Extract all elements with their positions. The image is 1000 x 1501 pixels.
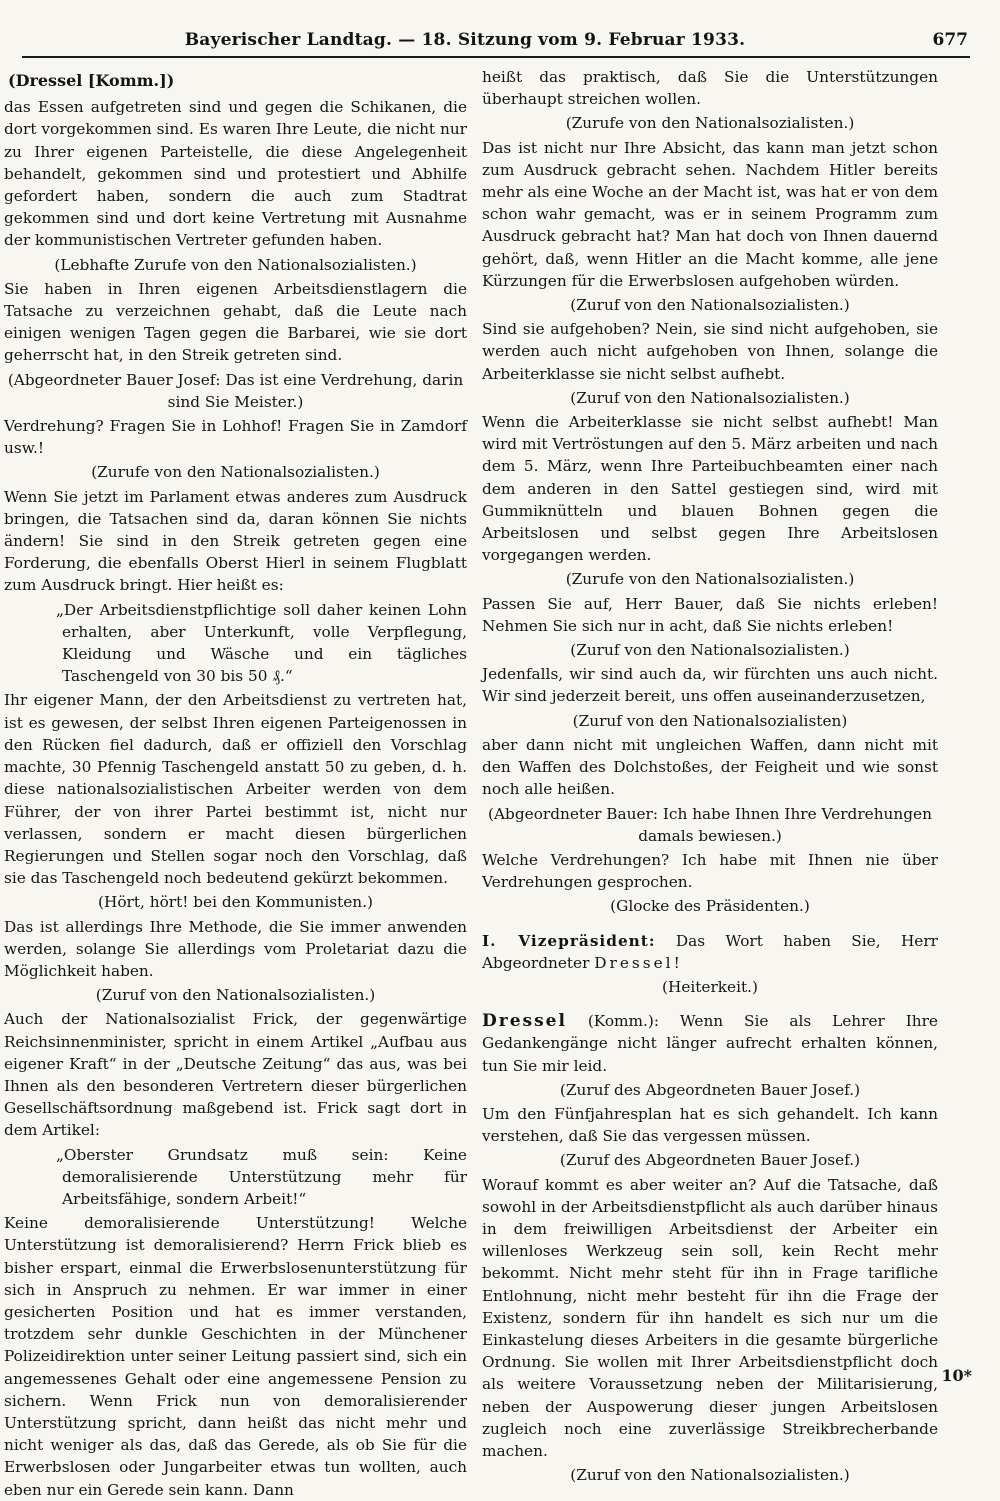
page-header	[22, 28, 968, 54]
right-column	[482, 66, 938, 1488]
running-title: Bayerischer Landtag. — 18. Sitzung vom 9. Februar 1933.	[184, 30, 746, 50]
speaker-name: Dressel	[482, 1011, 567, 1032]
interjection: (Zuruf des Abgeordneten Bauer Josef.)	[559, 1080, 861, 1099]
interjection: (Zurufe von den Nationalsozialisten.)	[565, 114, 855, 133]
paragraph: Wenn die Arbeiterklasse sie nicht selbst aufhebt! Man wird mit Vertröstungen auf den 5. März arbeiten und nach dem 5. März, wenn Ihre Parteibuchbeamten einer nach dem anderen in den Sattel gestiegen sind, wird mit Gummiknütteln und blauen Bohnen gegen die Arbeitslosen und selbst gegen Ihre Arbeitslosen vorgegangen werden.	[482, 413, 938, 565]
interjection: (Glocke des Präsidenten.)	[610, 897, 810, 916]
interjection: (Abgeordneter Bauer: Ich habe Ihnen Ihre Verdrehungen damals bewiesen.)	[488, 804, 932, 845]
interjection: (Lebhafte Zurufe von den Nationalsozialisten.)	[54, 255, 417, 274]
speaker-statement	[482, 1010, 938, 1077]
interjection: (Zuruf von den Nationalsozialisten.)	[570, 1466, 850, 1485]
paragraph: Verdrehung? Fragen Sie in Lohhof! Fragen Sie in Zamdorf usw.!	[4, 417, 467, 458]
speaker-heading: (Dressel [Komm.])	[8, 71, 175, 90]
paragraph: Das ist nicht nur Ihre Absicht, das kann man jetzt schon zum Ausdruck gebracht sehen. Nachdem Hitler bereits mehr als eine Woche an der Macht ist, was hat er von dem schon wahr gemacht, was er in seinem Programm zum Ausdruck gebracht hat? Man hat doch von Ihnen dauernd gehört, daß, wenn Hitler an die Macht komme, alle jene Kürzungen für die Erwerbslosen aufgehoben würden.	[482, 138, 938, 290]
paragraph: Jedenfalls, wir sind auch da, wir fürchten uns auch nicht. Wir sind jederzeit bereit, uns offen auseinanderzusetzen,	[482, 665, 938, 706]
quotation: „Oberster Grundsatz muß sein: Keine demoralisierende Unterstützung mehr für Arbeitsfähige, sondern Arbeit!“	[56, 1145, 467, 1208]
paragraph: Sie haben in Ihren eigenen Arbeitsdienstlagern die Tatsache zu verzeichnen gehabt, daß die Leute nach einigen wenigen Tagen gegen die Barbarei, wie sie dort geherrscht hat, in den Streik getreten sind.	[4, 279, 467, 365]
interjection: (Hört, hört! bei den Kommunisten.)	[98, 893, 373, 912]
paragraph: Auch der Nationalsozialist Frick, der gegenwärtige Reichsinnenminister, spricht in einem Artikel „Aufbau aus eigener Kraft“ in der „Deutsche Zeitung“ das aus, was bei Ihnen als den besonderen Vertretern dieser bürgerlichen Gesellschäftsordnung maßgebend ist. Frick sagt dort in dem Artikel:	[4, 1010, 467, 1140]
interjection: (Heiterkeit.)	[662, 977, 758, 996]
interjection: (Zuruf von den Nationalsozialisten.)	[95, 986, 376, 1005]
speaker-name-spaced: Dressel!	[594, 953, 683, 972]
interjection: (Zurufe von den Nationalsozialisten.)	[91, 463, 380, 482]
paragraph: Um den Fünfjahresplan hat es sich gehandelt. Ich kann verstehen, daß Sie das vergessen müssen.	[482, 1104, 938, 1146]
paragraph: das Essen aufgetreten sind und gegen die Schikanen, die dort vorgekommen sind. Es waren Ihre Leute, die nicht nur zu Ihrer eigenen Parteistelle, die diese Angelegenheit behandelt, gekommen sind und protestiert und Abhilfe gefordert haben, sondern die auch zum Stadtrat gekommen sind und dort keine Vertretung mit Ausnahme der kommunistischen Vertreter gefunden haben.	[4, 98, 467, 250]
paragraph: aber dann nicht mit ungleichen Waffen, dann nicht mit den Waffen des Dolchstoßes, der Feigheit und wie sonst noch alle heißen.	[482, 735, 938, 799]
interjection: (Zuruf von den Nationalsozialisten.)	[570, 388, 850, 407]
paragraph: Worauf kommt es aber weiter an? Auf die Tatsache, daß sowohl in der Arbeitsdienstpflicht als auch darüber hinaus in dem freiwilligen Arbeitsdienst der Arbeiter ein willenloses Werkzeug sein soll, kein Recht mehr bekommt. Nicht mehr steht für ihn in Frage tarifliche Entlohnung, nicht mehr besteht für ihn die Frage der Existenz, sondern für ihn handelt es sich nur um die Einkastelung dieses Arbeiters in die gesamte bürgerliche Ordnung. Sie wollen mit Ihrer Arbeitsdienstpflicht doch als weitere Voraussetzung neben der Militarisierung, neben der Auspowerung dieser jungen Arbeitslosen zugleich noch eine zuverlässige Streikbrecherbande machen.	[482, 1175, 938, 1460]
speaker-text: Wenn Sie als Lehrer Ihre Gedankengänge nicht länger aufrecht erhalten können, tun Sie mir leid.	[482, 1012, 938, 1075]
spacer	[482, 920, 938, 930]
interjection: (Abgeordneter Bauer Josef: Das ist eine Verdrehung, darin sind Sie Meister.)	[7, 370, 464, 411]
interjection: (Zuruf des Abgeordneten Bauer Josef.)	[559, 1151, 861, 1170]
spacer	[482, 1000, 938, 1010]
speaker-party: (Komm.):	[587, 1012, 660, 1031]
paragraph: Passen Sie auf, Herr Bauer, daß Sie nichts erleben! Nehmen Sie sich nur in acht, daß Sie nichts erleben!	[482, 594, 938, 635]
interjection: (Zuruf von den Nationalsozialisten.)	[570, 296, 850, 315]
vice-president-text: Das Wort haben Sie, Herr Abgeordneter	[482, 931, 938, 972]
vice-president-label: I. Vizepräsident:	[482, 931, 656, 950]
paragraph: Wenn Sie jetzt im Parlament etwas anderes zum Ausdruck bringen, die Tatsachen sind da, daran können Sie nichts ändern! Sie sind in den Streik getreten gegen eine Forderung, die ebenfalls Oberst Hierl in seinem Flugblatt zum Ausdruck bringt. Hier heißt es:	[4, 487, 467, 595]
interjection: (Zuruf von den Nationalsozialisten.)	[570, 641, 850, 660]
header-rule	[22, 56, 970, 58]
vice-president-statement	[482, 930, 938, 974]
paragraph: Das ist allerdings Ihre Methode, die Sie immer anwenden werden, solange Sie allerdings vom Proletariat dazu die Möglichkeit haben.	[4, 917, 467, 980]
paragraph: Keine demoralisierende Unterstützung! Welche Unterstützung ist demoralisierend? Herrn Frick blieb es bisher erspart, einmal die Erwerbslosenunterstützung für sich in Anspruch zu nehmen. Er war immer in einer gesicherten Position und hat es immer verstanden, trotzdem sehr dunkle Geschichten in der Münchener Polizeidirektion unter seiner Leitung passiert sind, sich ein angemessenes Gehalt oder eine angemessene Pension zu sichern. Wenn Frick nun von demoralisierender Unterstützung spricht, dann heißt das nicht mehr und nicht weniger als das, daß das Gerede, als ob Sie für die Erwerbslosen oder Jungarbeiter etwas tun wollten, auch eben nur ein Gerede sein kann. Dann	[4, 1214, 467, 1499]
paragraph: Ihr eigener Mann, der den Arbeitsdienst zu vertreten hat, ist es gewesen, der selbst Ihren eigenen Parteigenossen in den Rücken fiel dadurch, daß er offiziell den Vorschlag machte, 30 Pfennig Taschengeld anstatt 50 zu geben, d. h. diese nationalsozialistischen Arbeiter werden von dem Führer, der von ihrer Partei bestimmt ist, nicht nur verlassen, sondern er macht diesen bürgerlichen Regierungen und Stellen sogar noch den Vorschlag, daß sie das Taschengeld noch bedeutend gekürzt bekommen.	[4, 691, 467, 888]
signature-mark: 10*	[941, 1366, 972, 1385]
quotation: „Der Arbeitsdienstpflichtige soll daher keinen Lohn erhalten, aber Unterkunft, volle Verpflegung, Kleidung und Wäsche und ein tägliches Taschengeld von 30 bis 50 ₰.“	[56, 600, 467, 686]
paragraph: Welche Verdrehungen? Ich habe mit Ihnen nie über Verdrehungen gesprochen.	[482, 850, 938, 892]
paragraph: Sind sie aufgehoben? Nein, sie sind nicht aufgehoben, sie werden auch nicht aufgehoben von Ihnen, solange die Arbeiterklasse sie nicht selbst aufhebt.	[482, 320, 938, 383]
left-column	[0, 66, 467, 1501]
interjection: (Zurufe von den Nationalsozialisten.)	[565, 570, 855, 589]
interjection: (Zuruf von den Nationalsozialisten)	[572, 711, 848, 730]
paragraph: heißt das praktisch, daß Sie die Unterstützungen überhaupt streichen wollen.	[482, 68, 938, 109]
page-number: 677	[932, 30, 968, 50]
